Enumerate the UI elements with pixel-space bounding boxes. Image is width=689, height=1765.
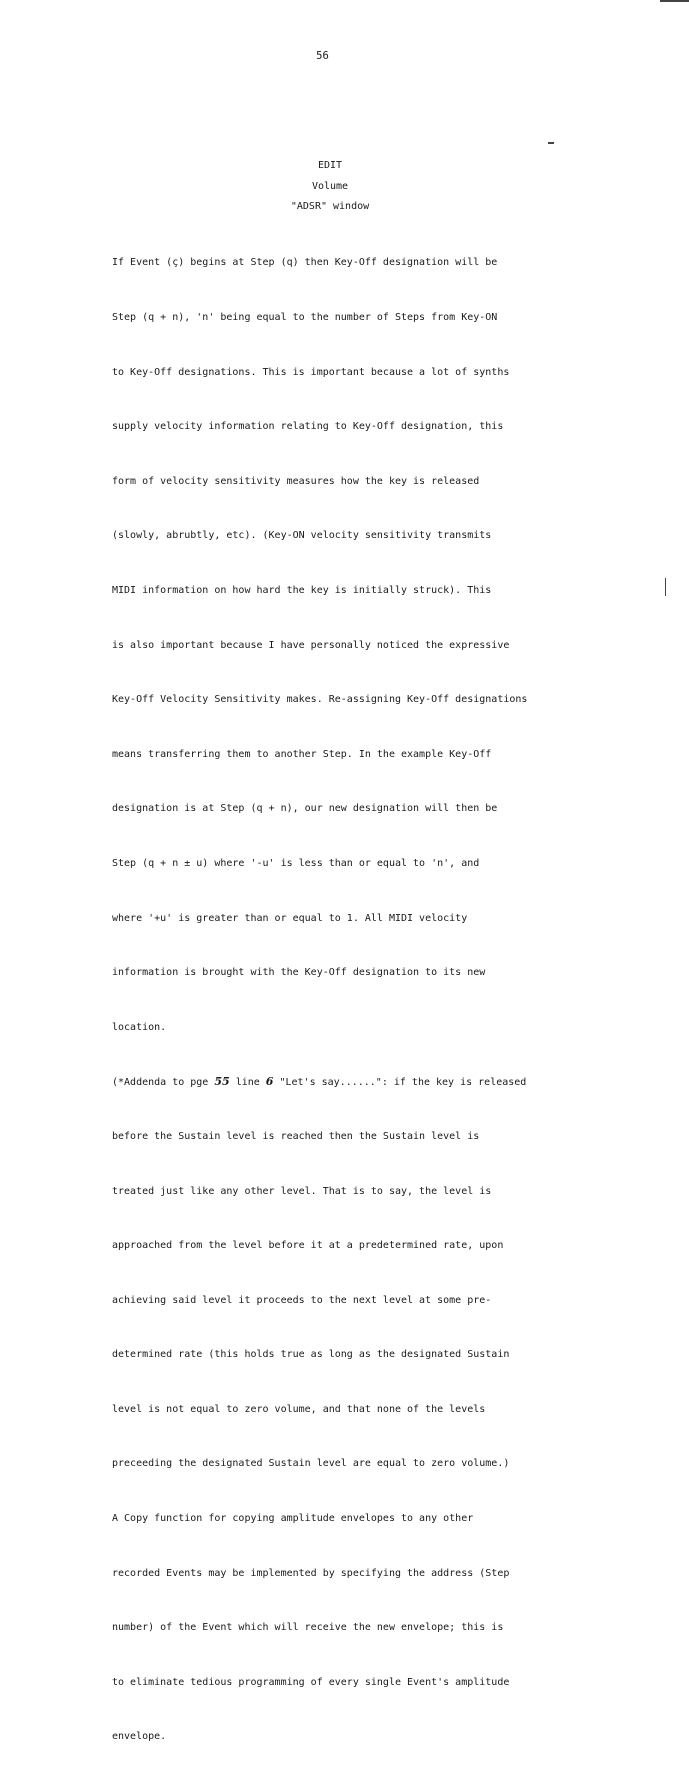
- body-line: designation is at Step (q + n), our new designation will then be: [112, 803, 498, 815]
- body-line: MIDI information on how hard the key is initially struck). This: [112, 584, 492, 596]
- page-number: 56: [316, 50, 329, 62]
- body-line: where '+u' is greater than or equal to 1. All MIDI velocity: [112, 912, 468, 924]
- window-heading: "ADSR" window: [290, 201, 370, 212]
- addenda-line: to eliminate tedious programming of every single Event's amplitude: [112, 1676, 510, 1688]
- body-line: means transferring them to another Step. In the example Key-Off: [112, 748, 492, 760]
- addenda-line: [112, 1073, 672, 1091]
- body-line: Step (q + n), 'n' being equal to the number of Steps from Key-ON: [112, 312, 498, 323]
- addenda-line: recorded Events may be implemented by specifying the address (Step: [112, 1567, 510, 1579]
- addenda-line: treated just like any other level. That is to say, the level is: [112, 1185, 492, 1197]
- subsection-heading: Volume: [311, 181, 349, 192]
- body-line: supply velocity information relating to Key-Off designation, this: [112, 421, 504, 433]
- addenda-line: determined rate (this holds true as long as the designated Sustain: [112, 1349, 510, 1361]
- body-line: form of velocity sensitivity measures how the key is released: [112, 475, 480, 487]
- body-line: Key-Off Velocity Sensitivity makes. Re-assigning Key-Off designations: [112, 694, 528, 706]
- addenda-middle: line: [229, 1077, 266, 1089]
- addenda-suffix: "Let's say......": if the key is released: [273, 1077, 527, 1089]
- addenda-line: number) of the Event which will receive the new envelope; this is: [112, 1622, 504, 1634]
- addenda-line: before the Sustain level is reached then the Sustain level is: [112, 1130, 480, 1142]
- scan-mark: [548, 142, 554, 144]
- addenda-line: approached from the level before it at a predetermined rate, upon: [112, 1240, 504, 1252]
- scan-mark: [660, 0, 689, 2]
- addenda-line: A Copy function for copying amplitude envelopes to any other: [112, 1513, 474, 1525]
- scan-mark: [665, 578, 666, 596]
- body-line: location.: [112, 1021, 167, 1033]
- body-line: information is brought with the Key-Off designation to its new: [112, 967, 486, 979]
- addenda-line: achieving said level it proceeds to the next level at some pre-: [112, 1294, 492, 1306]
- section-heading: EDIT: [317, 160, 343, 171]
- body-line: to Key-Off designations. This is important because a lot of synths: [112, 366, 510, 378]
- body-line: (slowly, abrubtly, etc). (Key-ON velocity sensitivity transmits: [112, 530, 492, 542]
- handwritten-line-ref: 6: [265, 1075, 274, 1089]
- addenda-prefix: (*Addenda to pge: [112, 1077, 215, 1089]
- body-line: is also important because I have personally noticed the expressive: [112, 639, 510, 651]
- body-text: [112, 218, 672, 1765]
- addenda-line: level is not equal to zero volume, and that none of the levels: [112, 1403, 486, 1415]
- body-line: If Event (ç) begins at Step (q) then Key-Off designation will be: [112, 257, 498, 269]
- body-line: Step (q + n ± u) where '-u' is less than or equal to 'n', and: [112, 857, 480, 869]
- handwritten-page-ref: 55: [214, 1075, 230, 1089]
- addenda-line: preceeding the designated Sustain level are equal to zero volume.): [112, 1458, 510, 1470]
- addenda-line: envelope.: [112, 1731, 167, 1743]
